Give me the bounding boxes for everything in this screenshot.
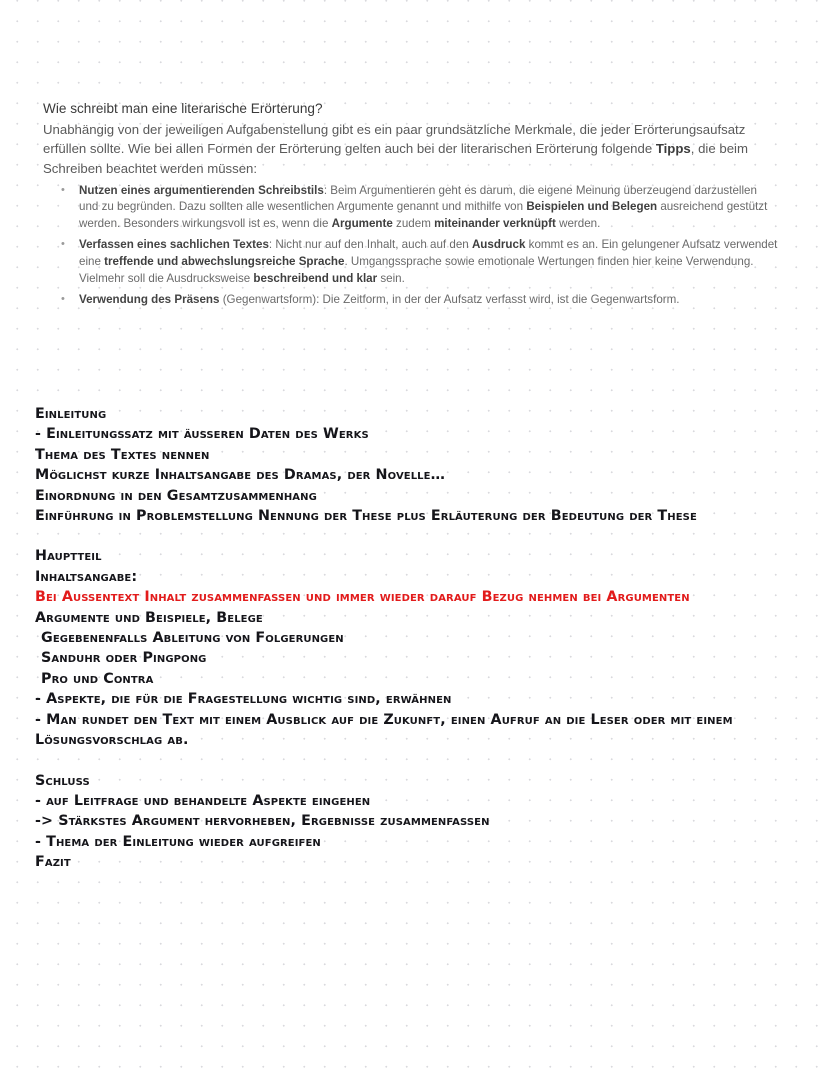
einleitung-line-2: Thema des Textes nennen (35, 446, 210, 463)
list-item (43, 292, 778, 309)
schluss-line-1: - auf Leitfrage und behandelte Aspekte eingehen (35, 792, 371, 809)
bullet-lead: Nutzen eines argumentierenden Schreibstils (79, 183, 324, 197)
bullet-text-1: : Beim Argumentieren geht es darum, die eigene Meinung überzeugend darzustellen und zu begründen. Dazu sollten alle wesentlichen Argumente genannt und mithilfe von (79, 183, 757, 214)
bullet-text-4: werden. (555, 216, 601, 230)
hauptteil-line-3: Sanduhr oder Pingpong (41, 650, 207, 667)
notes-einleitung (35, 404, 795, 526)
hauptteil-line-5: - Aspekte, die für die Fragestellung wichtig sind, erwähnen (35, 691, 452, 708)
bullet-text-1: : Nicht nur auf den Inhalt, auch auf den (268, 238, 472, 252)
schluss-heading: Schluss (35, 772, 90, 789)
notes-hauptteil (35, 546, 795, 750)
hauptteil-line-2: Gegebenenfalls Ableitung von Folgerungen (41, 630, 344, 647)
spacer-2 (35, 751, 795, 771)
bullet-bold-3: beschreibend und klar (253, 271, 378, 285)
notes-schluss (35, 771, 795, 873)
bullet-lead: Verfassen eines sachlichen Textes (79, 238, 269, 252)
document-title: Wie schreibt man eine literarische Erörterung? (43, 101, 323, 116)
bullet-bold-1: Beispielen und Belegen (526, 200, 658, 214)
bullet-text-2: kommt es an. Ein gelungener Aufsatz verwendet eine (79, 238, 778, 269)
intro-paragraph (43, 120, 778, 177)
intro-bold-tipps: Tipps (655, 141, 691, 157)
intro-text-start: Unabhängig von der jeweiligen Aufgabenstellung gibt es ein paar grundsätzliche Merkmale, die jeder Erörterungsaufsatz erfüllen sollte. Wie bei allen Formen der Erörterung gelten auch bei der literarischen Erörterung folgende (43, 122, 746, 157)
schluss-line-2: -> Stärkstes Argument hervorheben, Ergebnisse zusammenfassen (35, 813, 490, 830)
hauptteil-heading: Hauptteil (35, 548, 102, 565)
hauptteil-red-note: Bei Außentext Inhalt zusammenfassen und immer wieder darauf Bezug nehmen bei Argumenten (35, 589, 690, 606)
einleitung-line-5: Einführung in Problemstellung Nennung der These plus Erläuterung der Bedeutung der These (35, 508, 697, 525)
bullet-bold-1: Ausdruck (471, 238, 526, 252)
typed-section (43, 99, 778, 314)
einleitung-line-3: Möglichst kurze Inhaltsangabe des Dramas, der Novelle… (35, 467, 445, 484)
list-item (43, 183, 778, 233)
bullet-lead: Verwendung des Präsens (79, 293, 220, 307)
einleitung-line-4: Einordnung in den Gesamtzusammenhang (35, 487, 317, 504)
hauptteil-line-4: Pro und Contra (41, 670, 154, 687)
hauptteil-subheading: Inhaltsangabe: (35, 568, 138, 585)
hauptteil-line-6: - Man rundet den Text mit einem Ausblick auf die Zukunft, einen Aufruf an die Leser oder mit einem Lösungsvorschlag ab. (35, 711, 738, 749)
tips-list (43, 183, 778, 309)
schluss-line-4: Fazit (35, 854, 71, 871)
hauptteil-line-1: Argumente und Beispiele, Belege (35, 609, 263, 626)
bullet-text-3: . Umgangssprache sowie emotionale Wertungen finden hier keine Verwendung. Vielmehr soll die Ausdrucksweise (79, 255, 754, 285)
handwritten-notes (35, 404, 795, 873)
bullet-text-4: sein. (377, 271, 405, 285)
intro-text-end: , die beim Schreiben beachtet werden müssen: (43, 141, 748, 176)
einleitung-line-1: - Einleitungssatz mit äußeren Daten des Werks (35, 426, 369, 443)
bullet-text-1: (Gegenwartsform): Die Zeitform, in der der Aufsatz verfasst wird, ist die Gegenwartsform. (219, 293, 680, 307)
einleitung-heading: Einleitung (35, 406, 107, 422)
bullet-text-2: ausreichend gestützt werden. Besonders wirkungsvoll ist es, wenn die (79, 200, 768, 230)
bullet-bold-2: Argumente (331, 216, 393, 230)
spacer-1 (35, 526, 795, 546)
schluss-line-3: - Thema der Einleitung wieder aufgreifen (35, 833, 321, 850)
list-item (43, 237, 778, 287)
bullet-bold-2: treffende und abwechslungsreiche Sprache (104, 255, 345, 269)
bullet-text-3: zudem (392, 216, 435, 230)
bullet-bold-3: miteinander verknüpft (434, 216, 556, 230)
